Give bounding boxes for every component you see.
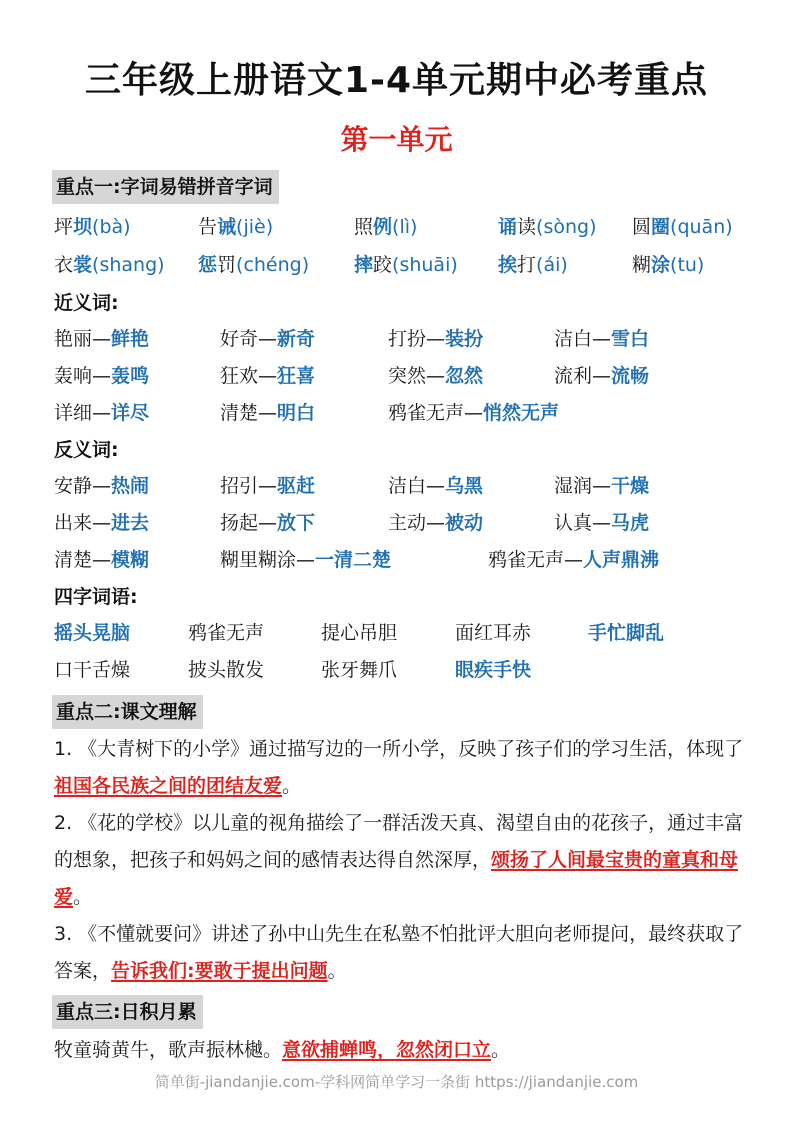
text-item-3: 3. 《不懂就要问》讲述了孙中山先生在私塾不怕批评大胆向老师提问，最终获取了答案，告诉我们:要敢于提出问题。 <box>54 923 744 982</box>
synonym-pair: 好奇—新奇 <box>220 328 316 350</box>
idiom: 眼疾手快 <box>455 659 532 681</box>
pinyin-item: 照例(lì) <box>354 216 418 238</box>
idiom: 鸦雀无声 <box>188 622 265 644</box>
idiom: 手忙脚乱 <box>588 622 665 644</box>
pinyin-item: 挨打(ái) <box>498 254 568 276</box>
synonym-pair: 详细—详尽 <box>54 402 150 424</box>
pinyin-item: 糊涂(tu) <box>632 254 705 276</box>
synonym-pair: 鸦雀无声—悄然无声 <box>388 402 560 424</box>
pinyin-item: 惩罚(chéng) <box>198 254 310 276</box>
pinyin-row-2 <box>0 250 793 280</box>
antonym-label: 反义词: <box>54 439 119 461</box>
synonym-row-2 <box>0 361 793 391</box>
unit-title: 第一单元 <box>340 123 453 156</box>
antonym-row-1 <box>0 471 793 501</box>
idiom: 张牙舞爪 <box>321 659 398 681</box>
pinyin-item: 诵读(sòng) <box>498 216 597 238</box>
idiom: 提心吊胆 <box>321 622 398 644</box>
synonym-pair: 清楚—明白 <box>220 402 316 424</box>
antonym-pair: 主动—被动 <box>388 512 484 534</box>
antonym-pair: 清楚—模糊 <box>54 549 150 571</box>
pinyin-item: 圆圈(quān) <box>632 216 733 238</box>
synonym-pair: 轰响—轰鸣 <box>54 365 150 387</box>
idiom-row-2 <box>0 655 793 685</box>
idiom: 面红耳赤 <box>455 622 532 644</box>
antonym-pair: 安静—热闹 <box>54 475 150 497</box>
antonym-pair: 出来—进去 <box>54 512 150 534</box>
page-footer: 简单街-jiandanjie.com-学科网简单学习一条街 https://jiandanjie.com <box>154 1073 639 1091</box>
text-item-2: 2. 《花的学校》以儿童的视角描绘了一群活泼天真、渴望自由的花孩子，通过丰富的想象，把孩子和妈妈之间的感情表达得自然深厚，颂扬了人间最宝贵的童真和母爱。 <box>54 812 744 908</box>
pinyin-item: 衣裳(shang) <box>54 254 165 276</box>
pinyin-item: 告诫(jiè) <box>198 216 274 238</box>
synonym-pair: 流利—流畅 <box>554 365 650 387</box>
section-heading-2: 重点二:课文理解 <box>52 695 203 729</box>
synonym-pair: 突然—忽然 <box>388 365 484 387</box>
antonym-pair: 扬起—放下 <box>220 512 316 534</box>
antonym-pair: 鸦雀无声—人声鼎沸 <box>488 549 660 571</box>
synonym-pair: 打扮—装扮 <box>388 328 484 350</box>
section-heading-1: 重点一:字词易错拼音字词 <box>52 170 279 204</box>
synonym-pair: 洁白—雪白 <box>554 328 650 350</box>
page-title: 三年级上册语文1-4单元期中必考重点 <box>84 60 709 101</box>
antonym-pair: 认真—马虎 <box>554 512 650 534</box>
synonym-row-1 <box>0 324 793 354</box>
antonym-pair: 招引—驱赶 <box>220 475 316 497</box>
antonym-pair: 糊里糊涂—一清二楚 <box>220 549 392 571</box>
pinyin-row-1 <box>0 212 793 242</box>
synonym-row-3 <box>0 398 793 428</box>
poem-line: 牧童骑黄牛，歌声振林樾。意欲捕蝉鸣，忽然闭口立。 <box>54 1039 511 1061</box>
antonym-pair: 湿润—干燥 <box>554 475 650 497</box>
synonym-pair: 狂欢—狂喜 <box>220 365 316 387</box>
antonym-row-3 <box>0 545 793 575</box>
antonym-row-2 <box>0 508 793 538</box>
idiom: 摇头晃脑 <box>54 622 131 644</box>
antonym-pair: 洁白—乌黑 <box>388 475 484 497</box>
synonym-label: 近义词: <box>54 292 119 314</box>
idiom: 披头散发 <box>188 659 265 681</box>
pinyin-item: 摔跤(shuāi) <box>354 254 458 276</box>
idiom-row-1 <box>0 618 793 648</box>
text-item-1: 1. 《大青树下的小学》通过描写边的一所小学，反映了孩子们的学习生活，体现了祖国各民族之间的团结友爱。 <box>54 738 744 797</box>
idiom-label: 四字词语: <box>54 586 138 608</box>
pinyin-item: 坪坝(bà) <box>54 216 131 238</box>
synonym-pair: 艳丽—鲜艳 <box>54 328 150 350</box>
section-heading-3: 重点三:日积月累 <box>52 995 203 1029</box>
idiom: 口干舌燥 <box>54 659 131 681</box>
